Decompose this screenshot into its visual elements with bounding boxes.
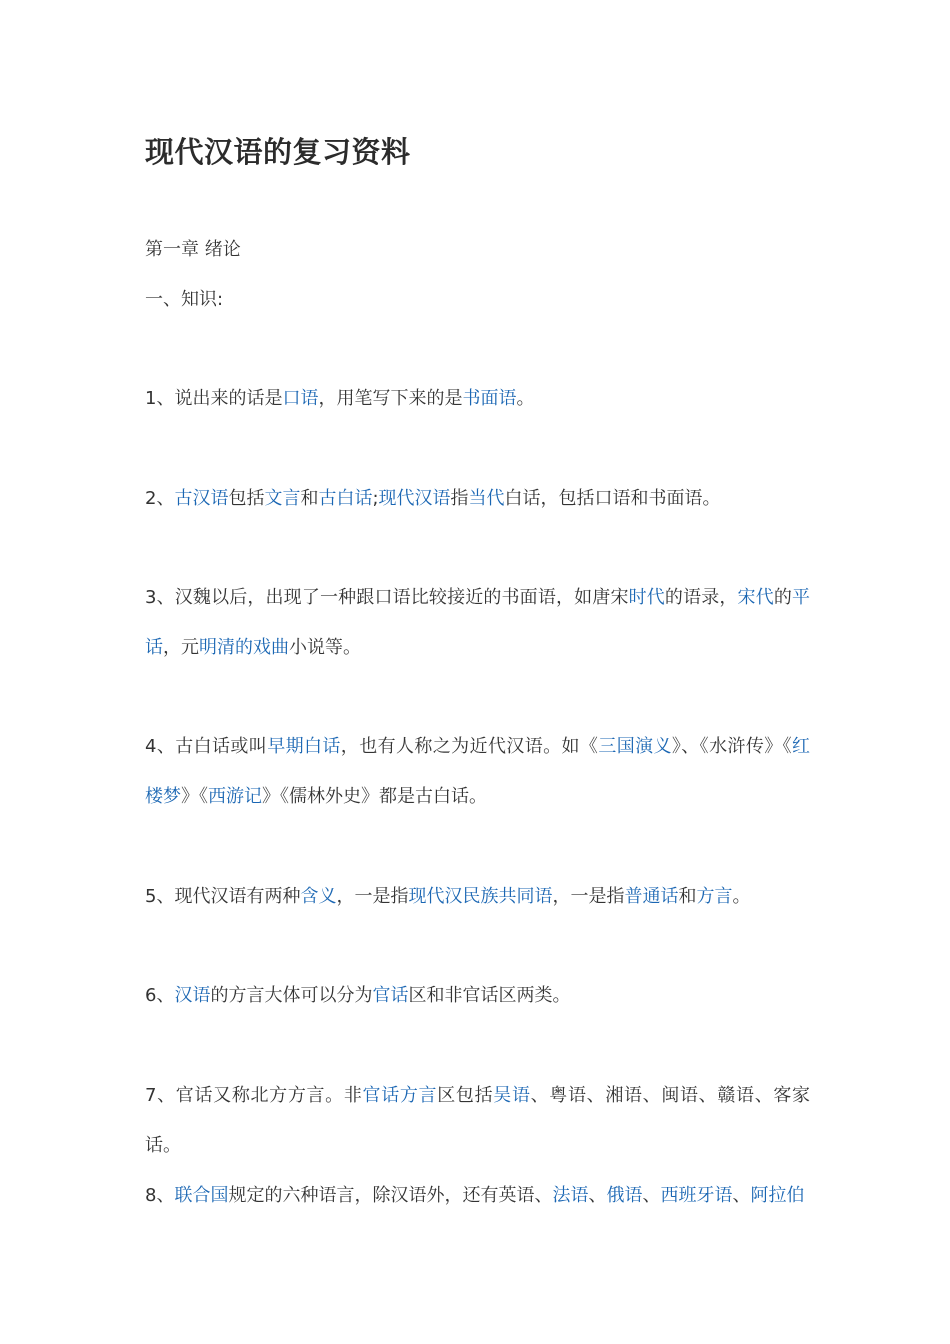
keyword-link[interactable]: 吴语 <box>493 1085 531 1106</box>
paragraph-8 <box>145 1171 810 1221</box>
paragraph-text: 7、官话又称北方方言。非 <box>145 1085 363 1106</box>
keyword-link[interactable]: 阿拉伯 <box>750 1185 805 1206</box>
keyword-link[interactable]: 汉语 <box>174 985 211 1006</box>
keyword-link[interactable]: 法语 <box>552 1185 589 1206</box>
paragraph-text: 白话，包括口语和书面语。 <box>504 488 721 509</box>
keyword-link[interactable]: 官话 <box>372 985 409 1006</box>
keyword-link[interactable]: 俄语 <box>606 1185 643 1206</box>
keyword-link[interactable]: 明清的戏曲 <box>199 637 289 658</box>
paragraph-text: 》《 <box>181 786 208 807</box>
paragraph-text: 》《儒林外史》都是古白话。 <box>262 786 487 807</box>
paragraph-text: 的 <box>773 587 793 608</box>
paragraph-text: 。 <box>516 388 535 409</box>
paragraph-text: 、 <box>732 1185 751 1206</box>
paragraph-text: 的方言大体可以分为 <box>210 985 373 1006</box>
paragraph-5 <box>145 872 810 922</box>
document-title: 现代汉语的复习资料 <box>145 135 411 169</box>
keyword-link[interactable]: 西班牙语 <box>660 1185 733 1206</box>
paragraph-text: ，元 <box>163 637 199 658</box>
keyword-link[interactable]: 现代汉语 <box>378 488 451 509</box>
paragraph-1 <box>145 374 810 424</box>
chapter-heading: 第一章 绪论 <box>145 239 241 260</box>
paragraph-text: 的语录， <box>664 587 738 608</box>
paragraph-text: 2、 <box>145 488 175 509</box>
paragraph-4 <box>145 722 810 822</box>
paragraph-6 <box>145 971 810 1021</box>
paragraph-text: 和 <box>678 886 697 907</box>
paragraph-text: 6、 <box>145 985 175 1006</box>
paragraph-text: 、 <box>642 1185 661 1206</box>
paragraph-text: 指 <box>450 488 469 509</box>
section-heading: 一、知识: <box>145 289 224 310</box>
paragraph-text: 规定的六种语言，除汉语外，还有英语、 <box>228 1185 553 1206</box>
keyword-link[interactable]: 宋代 <box>737 587 774 608</box>
paragraph-text: 5、现代汉语有两种 <box>145 886 301 907</box>
paragraph-3 <box>145 573 810 673</box>
paragraph-text: ; <box>372 488 379 509</box>
keyword-link[interactable]: 时代 <box>628 587 665 608</box>
paragraph-text: ，也有人称之为近代汉语。如《 <box>340 736 599 757</box>
paragraph-text: 》、《水浒传》《 <box>671 736 793 757</box>
paragraph-text: 4、古白话或叫 <box>145 736 268 757</box>
paragraph-text: ，一是指 <box>336 886 409 907</box>
paragraph-text: 。 <box>732 886 751 907</box>
keyword-link[interactable]: 西游记 <box>208 786 262 807</box>
keyword-link[interactable]: 现代汉民族共同语 <box>408 886 553 907</box>
keyword-link[interactable]: 古汉语 <box>174 488 229 509</box>
keyword-link[interactable]: 口语 <box>282 388 319 409</box>
keyword-link[interactable]: 文言 <box>264 488 301 509</box>
keyword-link[interactable]: 当代 <box>468 488 505 509</box>
paragraph-text: ，用笔写下来的是 <box>318 388 463 409</box>
keyword-link[interactable]: 普通话 <box>624 886 679 907</box>
keyword-link[interactable]: 书面语 <box>462 388 517 409</box>
keyword-link[interactable]: 含义 <box>300 886 337 907</box>
paragraph-text: 3、汉魏以后，出现了一种跟口语比较接近的书面语，如唐宋 <box>145 587 629 608</box>
paragraph-text: 小说等。 <box>289 637 361 658</box>
paragraph-2 <box>145 474 810 524</box>
paragraph-text: 、粤语、湘语、闽语、赣语、客家话。 <box>145 1085 811 1156</box>
paragraph-text: 、 <box>588 1185 607 1206</box>
keyword-link[interactable]: 三国演义 <box>598 736 672 757</box>
paragraph-text: ，一是指 <box>552 886 625 907</box>
keyword-link[interactable]: 方言 <box>696 886 733 907</box>
paragraph-7 <box>145 1071 810 1171</box>
paragraph-text: 8、 <box>145 1185 175 1206</box>
paragraph-text: 区和非官话区两类。 <box>408 985 571 1006</box>
keyword-link[interactable]: 联合国 <box>174 1185 229 1206</box>
paragraph-text: 包括 <box>228 488 265 509</box>
keyword-link[interactable]: 平话 <box>145 587 811 658</box>
keyword-link[interactable]: 官话方言 <box>362 1085 438 1106</box>
keyword-link[interactable]: 红楼梦 <box>145 736 811 807</box>
paragraph-text: 区包括 <box>437 1085 494 1106</box>
keyword-link[interactable]: 古白话 <box>318 488 373 509</box>
paragraph-text: 1、说出来的话是 <box>145 388 283 409</box>
paragraph-text: 和 <box>300 488 319 509</box>
keyword-link[interactable]: 早期白话 <box>267 736 341 757</box>
